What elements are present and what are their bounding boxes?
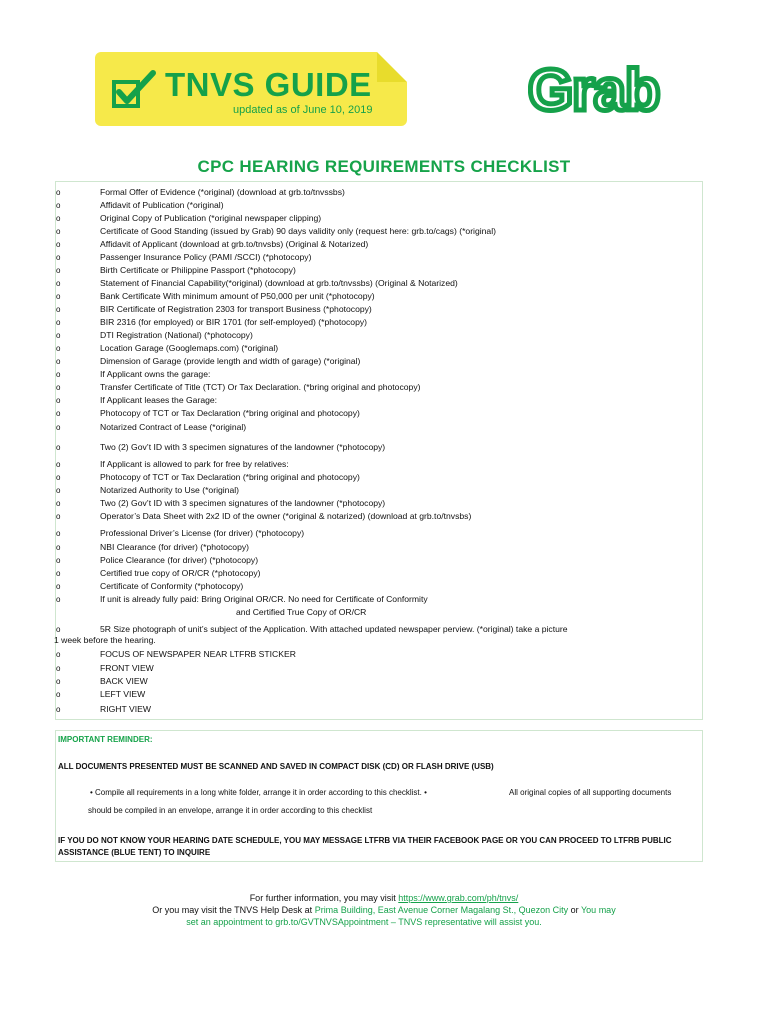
bullet-marker: o <box>56 331 61 340</box>
checklist-item-text: Professional Driver’s License (for driver) (*photocopy) <box>100 528 305 538</box>
checklist-item-text: Two (2) Gov’t ID with 3 specimen signatures of the landowner (*photocopy) <box>100 442 386 452</box>
checklist-item-text: Statement of Financial Capability(*original) (download at grb.to/tnvssbs) (Original & Notarized) <box>100 278 458 288</box>
reminder-folder-note: • Compile all requirements in a long white folder, arrange it in order according to this checklist. • <box>90 788 427 797</box>
checklist-item-text: DTI Registration (National) (*photocopy) <box>100 330 253 340</box>
checklist-item-text: Birth Certificate or Philippine Passport (*photocopy) <box>100 265 296 275</box>
checklist-item-text: FRONT VIEW <box>100 663 154 673</box>
bullet-marker: o <box>56 305 61 314</box>
guide-updated-date: updated as of June 10, 2019 <box>233 104 373 116</box>
reminder-schedule-note-cont: ASSISTANCE (BLUE TENT) TO INQUIRE <box>58 848 211 857</box>
checklist-item-text: BIR Certificate of Registration 2303 for transport Business (*photocopy) <box>100 304 372 314</box>
checklist-item-text: LEFT VIEW <box>100 689 146 699</box>
checklist-item-text: FOCUS OF NEWSPAPER NEAR LTFRB STICKER <box>100 649 296 659</box>
bullet-marker: o <box>56 383 61 392</box>
bullet-marker: o <box>56 664 61 673</box>
page-fold-decoration <box>377 52 407 82</box>
checklist-item-text: Original Copy of Publication (*original newspaper clipping) <box>100 213 322 223</box>
grab-tnvs-link[interactable]: https://www.grab.com/ph/tnvs/ <box>398 893 519 903</box>
checklist-item-text: Photocopy of TCT or Tax Declaration (*bring original and photocopy) <box>100 472 360 482</box>
checklist-item-text: Affidavit of Publication (*original) <box>100 200 224 210</box>
grab-logo-text: Grab <box>528 60 660 120</box>
bullet-marker: o <box>56 582 61 591</box>
appointment-link[interactable]: grb.to/GVTNVSAppointment <box>275 917 389 927</box>
checklist-item-text: Affidavit of Applicant (download at grb.to/tnvsbs) (Original & Notarized) <box>100 239 369 249</box>
footer-appointment-prefix: set an appointment to <box>186 917 276 927</box>
footer-or: or <box>568 905 581 915</box>
important-reminder-box <box>55 730 703 862</box>
checklist-item-text: Transfer Certificate of Title (TCT) Or Tax Declaration. (*bring original and photocopy) <box>100 382 421 392</box>
checklist-item-continuation: and Certified True Copy of OR/CR <box>236 607 367 617</box>
bullet-marker: o <box>56 423 61 432</box>
checklist-item-text: Police Clearance (for driver) (*photocopy) <box>100 555 259 565</box>
bullet-marker: o <box>56 690 61 699</box>
checklist-item-text: Certified true copy of OR/CR (*photocopy) <box>100 568 261 578</box>
checklist-item-text: Bank Certificate With minimum amount of P50,000 per unit (*photocopy) <box>100 291 375 301</box>
checklist-item-text: If Applicant leases the Garage: <box>100 395 218 405</box>
reminder-envelope-note-cont: should be compiled in an envelope, arrange it in order according to this checklist <box>88 806 373 815</box>
bullet-marker: o <box>56 650 61 659</box>
checklist-item-text: If Applicant owns the garage: <box>100 369 211 379</box>
footer-website-prefix: For further information, you may visit <box>249 893 399 903</box>
grab-logo <box>528 60 674 120</box>
bullet-marker: o <box>56 443 61 452</box>
checklist-item-text: Two (2) Gov’t ID with 3 specimen signatures of the landowner (*photocopy) <box>100 498 386 508</box>
bullet-marker: o <box>56 543 61 552</box>
bullet-marker: o <box>56 595 61 604</box>
page-title: CPC HEARING REQUIREMENTS CHECKLIST <box>197 157 571 176</box>
checklist-item-text: RIGHT VIEW <box>100 704 151 714</box>
bullet-marker: o <box>56 529 61 538</box>
checklist-item-text: Formal Offer of Evidence (*original) (download at grb.to/tnvssbs) <box>100 187 345 197</box>
requirements-checklist <box>55 181 703 720</box>
bullet-marker: o <box>56 266 61 275</box>
guide-title: TNVS GUIDE <box>165 66 372 103</box>
checklist-item-text: BIR 2316 (for employed) or BIR 1701 (for self-employed) (*photocopy) <box>100 317 368 327</box>
checklist-item-text: Location Garage (Googlemaps.com) (*original) <box>100 343 279 353</box>
checklist-item-text: Operator’s Data Sheet with 2x2 ID of the owner (*original & notarized) (download at grb.to/tnvsbs) <box>100 511 472 521</box>
checklist-item-text: Dimension of Garage (provide length and width of garage) (*original) <box>100 356 361 366</box>
checklist-item-text: BACK VIEW <box>100 676 148 686</box>
bullet-marker: o <box>56 556 61 565</box>
bullet-marker: o <box>56 201 61 210</box>
checklist-item-text: If Applicant is allowed to park for free by relatives: <box>100 459 289 469</box>
checklist-item-text: 5R Size photograph of unit’s subject of the Application. With attached updated newspaper perview. (*original) take a picture <box>100 624 568 634</box>
checklist-item-text: Passenger Insurance Policy (PAMI /SCCI) (*photocopy) <box>100 252 312 262</box>
bullet-marker: o <box>56 677 61 686</box>
bullet-marker: o <box>56 357 61 366</box>
checklist-item-text: Notarized Authority to Use (*original) <box>100 485 239 495</box>
bullet-marker: o <box>56 279 61 288</box>
bullet-marker: o <box>56 512 61 521</box>
checklist-item-text: Notarized Contract of Lease (*original) <box>100 422 247 432</box>
bullet-marker: o <box>56 625 61 634</box>
reminder-envelope-note: All original copies of all supporting documents <box>509 788 672 797</box>
checklist-item-text: NBI Clearance (for driver) (*photocopy) <box>100 542 250 552</box>
bullet-marker: o <box>56 705 61 714</box>
footer-line-website <box>0 893 768 903</box>
bullet-marker: o <box>56 569 61 578</box>
checkbox-icon <box>111 70 157 110</box>
bullet-marker: o <box>56 188 61 197</box>
reminder-schedule-note: IF YOU DO NOT KNOW YOUR HEARING DATE SCHEDULE, YOU MAY MESSAGE LTFRB VIA THEIR FACEBOOK PAGE OR YOU CAN PROCEED TO LTFRB PUBLIC <box>58 836 672 845</box>
bullet-marker: o <box>56 214 61 223</box>
bullet-marker: o <box>56 473 61 482</box>
checklist-item-text: Photocopy of TCT or Tax Declaration (*bring original and photocopy) <box>100 408 360 418</box>
checklist-item-text: Certificate of Conformity (*photocopy) <box>100 581 244 591</box>
bullet-marker: o <box>56 240 61 249</box>
bullet-marker: o <box>56 486 61 495</box>
helpdesk-address: Prima Building, East Avenue Corner Magalang St., Quezon City <box>314 905 569 915</box>
bullet-marker: o <box>56 344 61 353</box>
checklist-item-continuation: 1 week before the hearing. <box>54 635 156 645</box>
bullet-marker: o <box>56 227 61 236</box>
bullet-marker: o <box>56 292 61 301</box>
bullet-marker: o <box>56 253 61 262</box>
bullet-marker: o <box>56 409 61 418</box>
checklist-item-text: Certificate of Good Standing (issued by Grab) 90 days validity only (request here: grb.to/cags) (*original) <box>100 226 496 236</box>
bullet-marker: o <box>56 370 61 379</box>
footer-helpdesk-prefix: Or you may visit the TNVS Help Desk at <box>152 905 315 915</box>
tnvs-guide-banner <box>95 52 407 126</box>
bullet-marker: o <box>56 396 61 405</box>
checklist-item-text: If unit is already fully paid: Bring Original OR/CR. No need for Certificate of Conformity <box>100 594 428 604</box>
bullet-marker: o <box>56 460 61 469</box>
footer-you-may: You may <box>581 905 616 915</box>
bullet-marker: o <box>56 499 61 508</box>
footer-line-helpdesk <box>0 905 768 915</box>
reminder-storage-note: ALL DOCUMENTS PRESENTED MUST BE SCANNED AND SAVED IN COMPACT DISK (CD) OR FLASH DRIVE (USB) <box>58 762 494 771</box>
footer-appointment-suffix: – TNVS representative will assist you. <box>388 917 542 927</box>
bullet-marker: o <box>56 318 61 327</box>
reminder-heading: IMPORTANT REMINDER: <box>58 735 153 744</box>
footer-line-appointment <box>0 917 748 927</box>
